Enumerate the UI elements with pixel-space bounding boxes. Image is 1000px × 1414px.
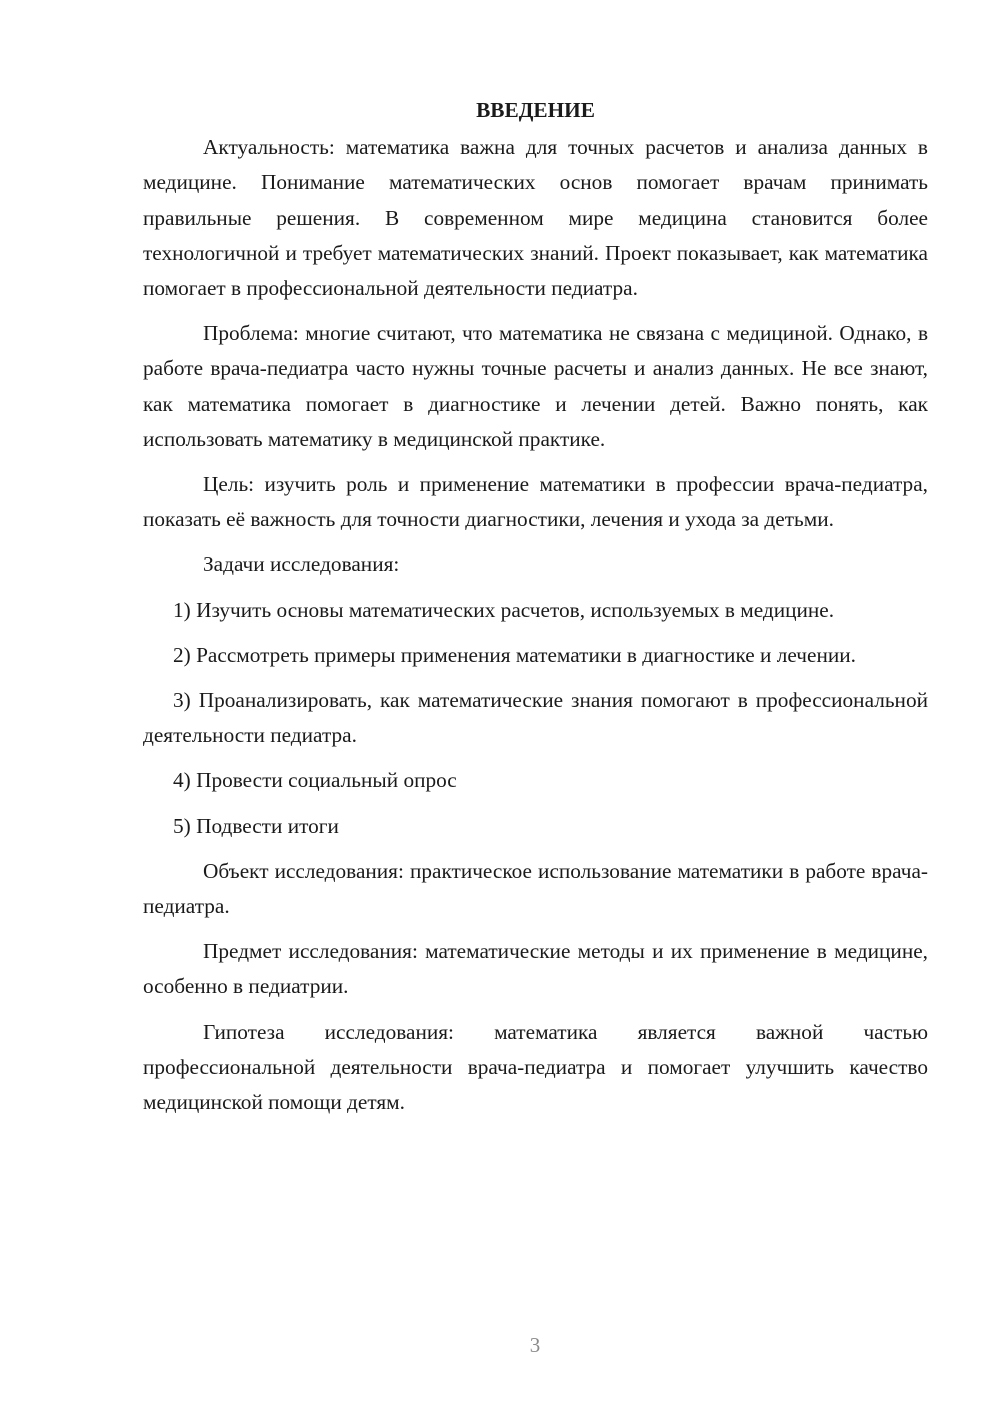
hypothesis-paragraph: Гипотеза исследования: математика является важной частью профессиональной деятельности врача-педиатра и помогает улучшить качество медицинской помощи детям. (143, 1019, 928, 1115)
page-number: 3 (529, 1333, 541, 1357)
tasks-list (143, 593, 928, 844)
task-item: 3) Проанализировать, как математические знания помогают в профессиональной деятельности педиатра. (143, 688, 928, 748)
page-title: ВВЕДЕНИЕ (476, 98, 595, 122)
subject-paragraph: Предмет исследования: математические методы и их применение в медицине, особенно в педиатрии. (143, 939, 928, 999)
object-paragraph: Объект исследования: практическое использование математики в работе врача-педиатра. (143, 858, 928, 919)
document-body (143, 93, 928, 1130)
problem-paragraph: Проблема: многие считают, что математика не связана с медициной. Однако, в работе врача-педиатра часто нужны точные расчеты и анализ данных. Не все знают, как математика помогает в диагностике и лечении детей. Важно понять, как использовать математику в медицинской практике. (143, 321, 928, 451)
task-item: 2) Рассмотреть примеры применения математики в диагностике и лечении. (173, 642, 856, 667)
task-item: 5) Подвести итоги (173, 813, 339, 838)
task-item: 1) Изучить основы математических расчетов, используемых в медицине. (173, 597, 835, 622)
tasks-heading: Задачи исследования: (203, 552, 400, 577)
goal-paragraph: Цель: изучить роль и применение математики в профессии врача-педиатра, показать её важность для точности диагностики, лечения и ухода за детьми. (143, 472, 928, 532)
task-item: 4) Провести социальный опрос (173, 768, 457, 793)
relevance-paragraph: Актуальность: математика важна для точных расчетов и анализа данных в медицине. Понимание математических основ помогает врачам принимать правильные решения. В современном мире медицина становится более технологичной и требует математических знаний. Проект показывает, как математика помогает в профессиональной деятельности педиатра. (143, 135, 928, 301)
